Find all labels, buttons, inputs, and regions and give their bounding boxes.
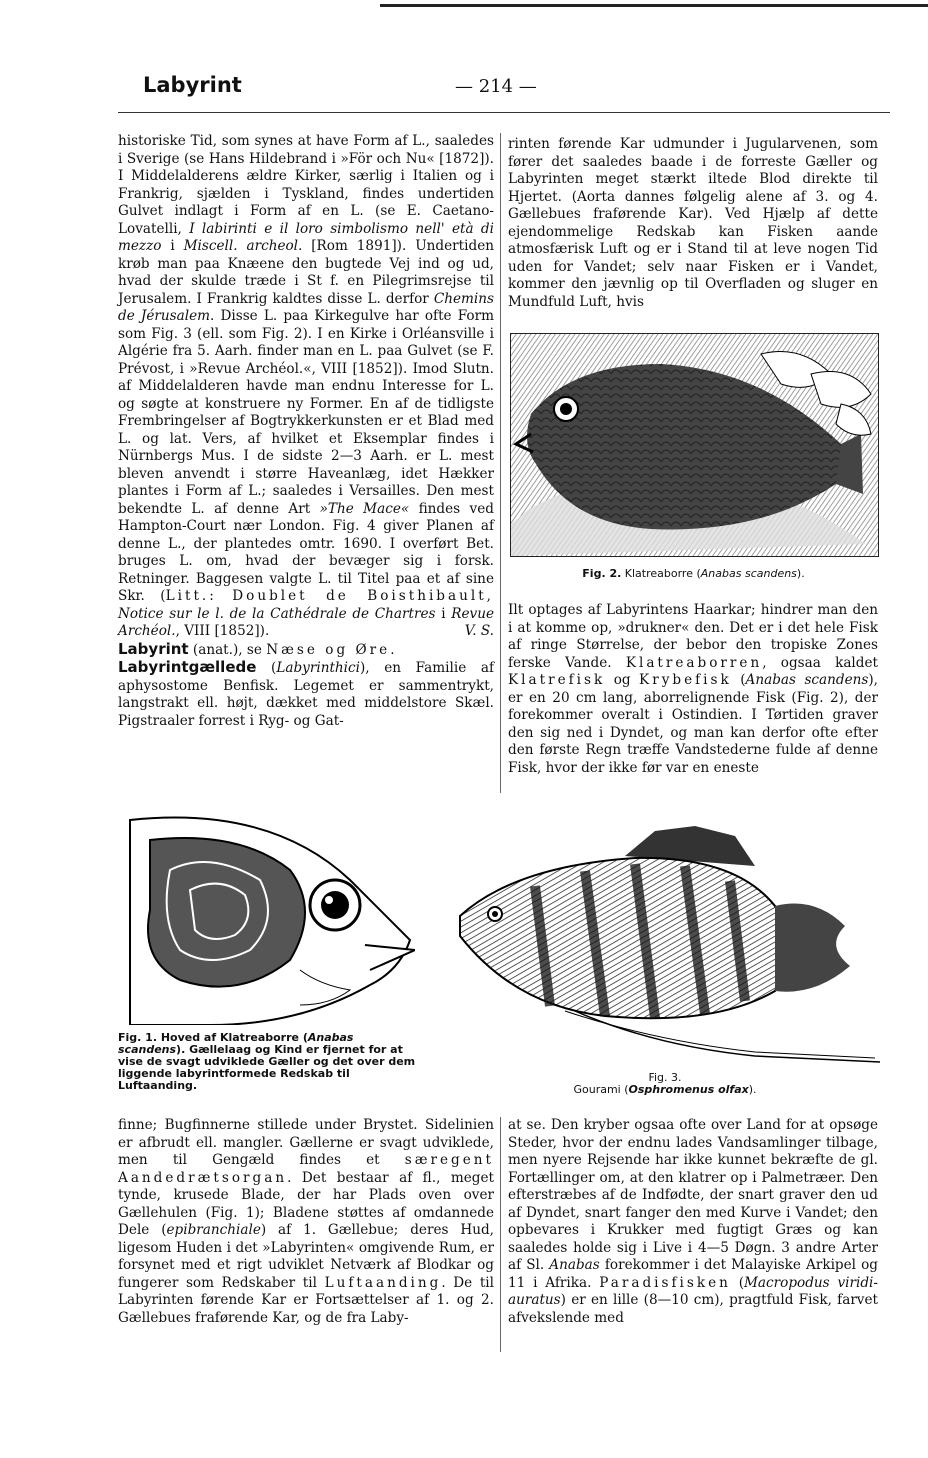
column-left-bottom [118, 1117, 494, 1327]
entry-labyrint-continued: historiske Tid, som synes at have Form af L., saaledes i Sverige (se Hans Hildebrand i »För och Nu« [1872]). I Middelalderens ældre Kirker, særlig i Italien og i Frankrig, sjælden i Tyskland, findes undertiden Gulvet indlagt i Form af en L. (se E. Caetano-Lovatelli, I labirinti e il loro simbolismo nell' età di mezzo i Miscell. archeol. [Rom 1891]). Undertiden krøb man paa Knæene den bugtede Vej ind og ud, hvad der skulde træde i St f. en Pilegrimsrejse til Jerusalem. I Frankrig kaldtes disse L. derfor Chemins de Jérusalem. Disse L. paa Kirkegulve har ofte Form som Fig. 3 (ell. som Fig. 2). I en Kirke i Orléansville i Algérie fra 5. Aarh. finder man en L. paa Gulvet (se F. Prévost, i »Revue Archéol.«, VIII [1852]). Imod Slutn. af Middelalderen havde man endnu Interesse for L. og søgte at konstruere ny Former. En af de tidligste Frembringelser af Bogtrykkerkunsten er et Blad med L. og lat. Vers, af hvilket et Eksemplar findes i Nürnbergs Mus. I de sidste 2—3 Aarh. er L. mest bleven anvendt i større Haveanlæg, idet Hækker plantes i Form af L.; saaledes i Versailles. Den mest bekendte L. af denne Art »The Mace« findes ved Hampton-Court nær London. Fig. 4 giver Planen af denne L., der plantedes omtr. 1690. I overført Bet. bruges L. om, hvad der bevæger sig i forsk. Retninger. Baggesen valgte L. til Titel paa et af sine Skr. (Litt.: Doublet de Boisthibault, Notice sur le l. de la Cathédrale de Chartres i Revue Archéol., VIII [1852]). V. S. [118, 133, 494, 639]
paragraph-anabas-habits: at se. Den kryber ogsaa ofte over Land for at opsøge Steder, hvor der endnu lades Vandsamlinger tilbage, men nyere Rejsende har ikke kunnet bekræfte de gl. Fortællinger om, at den klatrer op i Palmetræer. Den efterstræbes af de Indfødte, der snart graver den ud af Dyndet, snart fanger den med Kurve i Vandet; den opbevares i Krukker med fugtigt Græs og kan saaledes holde sig i Live i 4—5 Døgn. 3 andre Arter af Sl. Anabas forekommer i det Malayiske Arkipel og 11 i Afrika. Paradisfisken (Macropodus viridi-auratus) er en lille (8—10 cm), pragtfuld Fisk, farvet afvekslende med [508, 1117, 878, 1326]
figure-1-caption: Fig. 1. Hoved af Klatreaborre (Anabas scandens). Gællelaag og Kind er fjernet for at vise de svagt udviklede Gæller og det over dem liggende labyrintformede Redskab til Luftaanding. [118, 1031, 416, 1092]
page-number: — 214 — [455, 76, 537, 97]
column-left-top [118, 133, 494, 730]
figure-1-fish-head [120, 810, 415, 1025]
column-right-top [508, 136, 878, 311]
author-signature: V. S. [464, 623, 494, 639]
figure-3-label: Fig. 3. [648, 1071, 682, 1084]
figure-2-climbing-perch [510, 333, 879, 557]
paragraph-klatreaborre: Ilt optages af Labyrintens Haarkar; hindrer man den i at komme op, »drukner« den. Det er i det hele Fisk af ringe Størrelse, der bebor den tropiske Zones ferske Vande. Klatreaborren, ogsaa kaldet Klatrefisk og Krybefisk (Anabas scandens), er en 20 cm lang, aborrelignende Fisk (Fig. 2), der forekommer overalt i Ostindien. I Tørtiden graver den sig ned i Dyndet, og man kan derfor ofte efter den første Regn træffe Vandstederne fulde af denne Fisk, hvor der ikke før var en eneste [508, 602, 878, 776]
figure-3-gourami [455, 826, 880, 1066]
figure-3-title: Gourami (Osphromenus olfax). [573, 1083, 757, 1096]
top-edge-line [380, 4, 928, 7]
entry-labyrint-anat: Labyrint (anat.), se Næse og Øre. [118, 639, 395, 658]
entry-labyrintgaellede: Labyrintgællede (Labyrinthici), en Familie af aphysostome Benfisk. Legemet er sammentrykt, langstrakt ell. højt, dækket med middelstore Skæl. Pigstraaler forrest i Ryg- og Gat- [118, 658, 495, 729]
running-head-word: Labyrint [143, 73, 242, 97]
column-right-bottom [508, 1117, 878, 1327]
header-rule [118, 112, 890, 113]
column-divider-bottom [500, 1117, 501, 1352]
column-right-top-continued [508, 602, 878, 777]
figure-2-caption: Fig. 2. Klatreaborre (Anabas scandens). [582, 567, 805, 580]
column-divider-top [500, 133, 501, 793]
paragraph-labyrinth-organ: finne; Bugfinnerne stillede under Brystet. Sidelinien er afbrudt ell. mangler. Gællerne er svagt udviklede, men til Gengæld findes et særegent Aandedrætsorgan. Det bestaar af fl., meget tynde, krusede Blade, der har Plads oven over Gællehulen (Fig. 1); Bladene støttes af omdannede Dele (epibranchiale) af 1. Gællebue; deres Hud, ligesom Huden i det »Labyrinten« omgivende Rum, er forsynet med et rigt udviklet Netværk af Blodkar og fungerer som Redskaber til Luftaanding. De til Labyrinten førende Kar er Fortsættelser af 1. og 2. Gællebues fraførende Kar, og de fra Laby- [118, 1117, 494, 1326]
paragraph-labyrinth-blood: rinten førende Kar udmunder i Jugularvenen, som fører det saaledes baade i de forreste Gæller og Labyrinten meget stærkt iltede Blod direkte til Hjertet. (Aorta dannes følgelig alene af 3. og 4. Gællebues fraførende Kar). Ved Hjælp af dette ejendommelige Redskab kan Fisken aande atmosfærisk Luft og er i Stand til at leve nogen Tid uden for Vandet; selv naar Fisken er i Vandet, kommer den jævnlig op til Overfladen og sluger en Mundfuld Luft, hvis [508, 136, 878, 310]
figure-3-caption [540, 1072, 790, 1096]
